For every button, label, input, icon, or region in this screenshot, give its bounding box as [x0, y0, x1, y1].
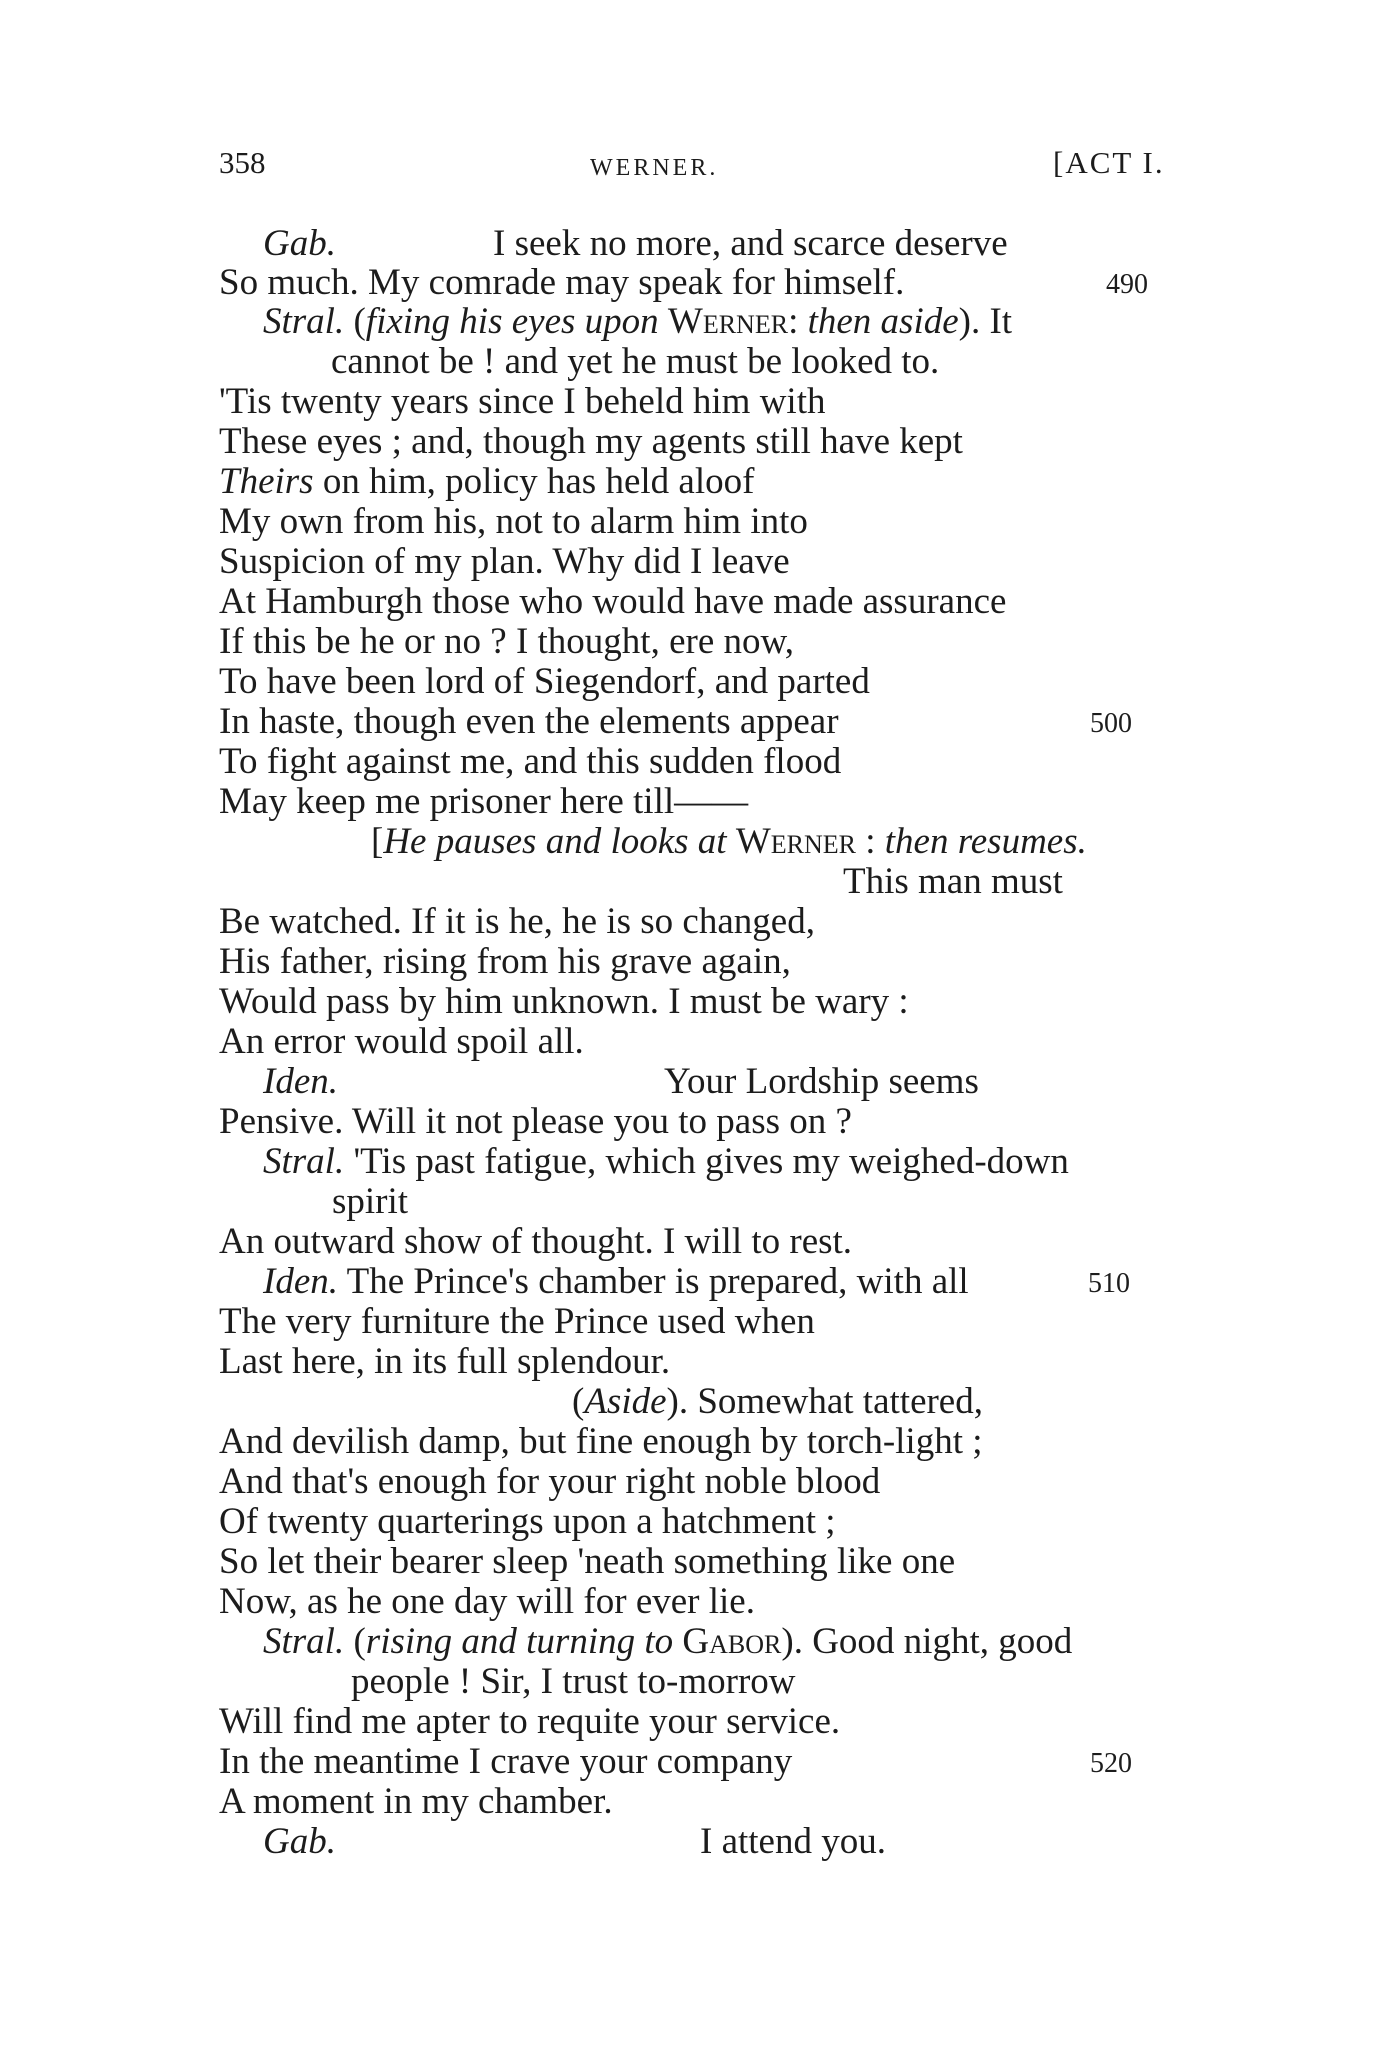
verse-line: To have been lord of Siegendorf, and parted	[219, 661, 870, 702]
speaker-name: Stral.	[263, 1141, 345, 1182]
verse-line: Pensive. Will it not please you to pass on ?	[219, 1101, 852, 1142]
verse-line: Now, as he one day will for ever lie.	[219, 1581, 755, 1622]
verse-line: To fight against me, and this sudden flood	[219, 741, 842, 782]
verse-line: Stral. (fixing his eyes upon Werner: then aside). It	[263, 301, 1013, 342]
verse-line: His father, rising from his grave again,	[219, 941, 791, 982]
verse-line: Suspicion of my plan. Why did I leave	[219, 541, 790, 582]
verse-line: (Aside). Somewhat tattered,	[572, 1381, 983, 1422]
verse-line: An error would spoil all.	[219, 1021, 584, 1062]
verse-line: In haste, though even the elements appear	[219, 701, 839, 742]
verse-line: So much. My comrade may speak for himself.	[219, 262, 905, 303]
verse-line: Of twenty quarterings upon a hatchment ;	[219, 1501, 836, 1542]
line-number: 510	[1088, 1268, 1130, 1299]
verse-text: I attend you.	[700, 1821, 886, 1862]
verse-line: Will find me apter to requite your service.	[219, 1701, 841, 1742]
verse-line: spirit	[332, 1181, 409, 1222]
verse-line: If this be he or no ? I thought, ere now,	[219, 621, 795, 662]
stage-direction: He pauses and looks at	[383, 821, 727, 862]
speaker-name: Gab.	[263, 223, 336, 264]
verse-line: Iden. The Prince's chamber is prepared, with all	[263, 1261, 969, 1302]
verse-line	[263, 1062, 338, 1102]
speaker-name: Stral.	[263, 301, 345, 342]
verse-line: people ! Sir, I trust to-morrow	[351, 1661, 796, 1702]
stage-direction: rising and turning to	[365, 1621, 674, 1662]
verse-line: Stral. 'Tis past fatigue, which gives my weighed-down	[263, 1141, 1069, 1182]
verse-line: Be watched. If it is he, he is so changed,	[219, 901, 815, 942]
stage-direction: fixing his eyes upon	[365, 301, 659, 342]
verse-text: I seek no more, and scarce deserve	[493, 223, 1008, 264]
page-number: 358	[219, 145, 266, 180]
verse-line: May keep me prisoner here till——	[219, 781, 749, 822]
speaker-name: Iden.	[263, 1261, 338, 1302]
line-number: 490	[1106, 269, 1148, 300]
verse-line: An outward show of thought. I will to rest.	[219, 1221, 853, 1262]
verse-text: Your Lordship seems	[664, 1061, 979, 1102]
running-title: WERNER.	[590, 155, 719, 181]
character-name: Werner	[667, 301, 789, 342]
stage-direction: Aside	[584, 1381, 667, 1422]
speaker-name: Iden.	[263, 1061, 338, 1102]
verse-line: Theirs on him, policy has held aloof	[219, 461, 755, 502]
verse-line: And that's enough for your right noble blood	[219, 1461, 881, 1502]
stage-direction: then resumes.	[884, 821, 1087, 862]
verse-line: Stral. (rising and turning to Gabor). Good night, good	[263, 1621, 1073, 1662]
line-number: 500	[1090, 708, 1132, 739]
verse-line: My own from his, not to alarm him into	[219, 501, 808, 542]
speaker-name: Gab.	[263, 1821, 336, 1862]
stage-direction: then aside	[807, 301, 959, 342]
verse-line: And devilish damp, but fine enough by torch-light ;	[219, 1421, 983, 1462]
stage-direction-line: [He pauses and looks at Werner : then resumes.	[371, 821, 1087, 862]
verse-line: These eyes ; and, though my agents still have kept	[219, 421, 963, 462]
character-name: Gabor	[682, 1621, 782, 1662]
line-number: 520	[1090, 1748, 1132, 1779]
verse-line: This man must	[843, 861, 1063, 902]
verse-line: The very furniture the Prince used when	[219, 1301, 815, 1342]
verse-line: 'Tis twenty years since I beheld him with	[219, 381, 826, 422]
verse-line	[263, 224, 336, 264]
act-label: [ACT I.	[1053, 145, 1165, 180]
character-name: Werner	[735, 821, 856, 862]
verse-line: In the meantime I crave your company	[219, 1741, 793, 1782]
verse-line: Would pass by him unknown. I must be wary :	[219, 981, 909, 1022]
verse-line: At Hamburgh those who would have made assurance	[219, 581, 1007, 622]
verse-line: cannot be ! and yet he must be looked to.	[331, 341, 940, 382]
emphasis: Theirs	[219, 461, 314, 502]
speaker-name: Stral.	[263, 1621, 345, 1662]
verse-line	[263, 1822, 336, 1862]
verse-line: So let their bearer sleep 'neath something like one	[219, 1541, 956, 1582]
verse-line: Last here, in its full splendour.	[219, 1341, 671, 1382]
verse-line: A moment in my chamber.	[219, 1781, 613, 1822]
